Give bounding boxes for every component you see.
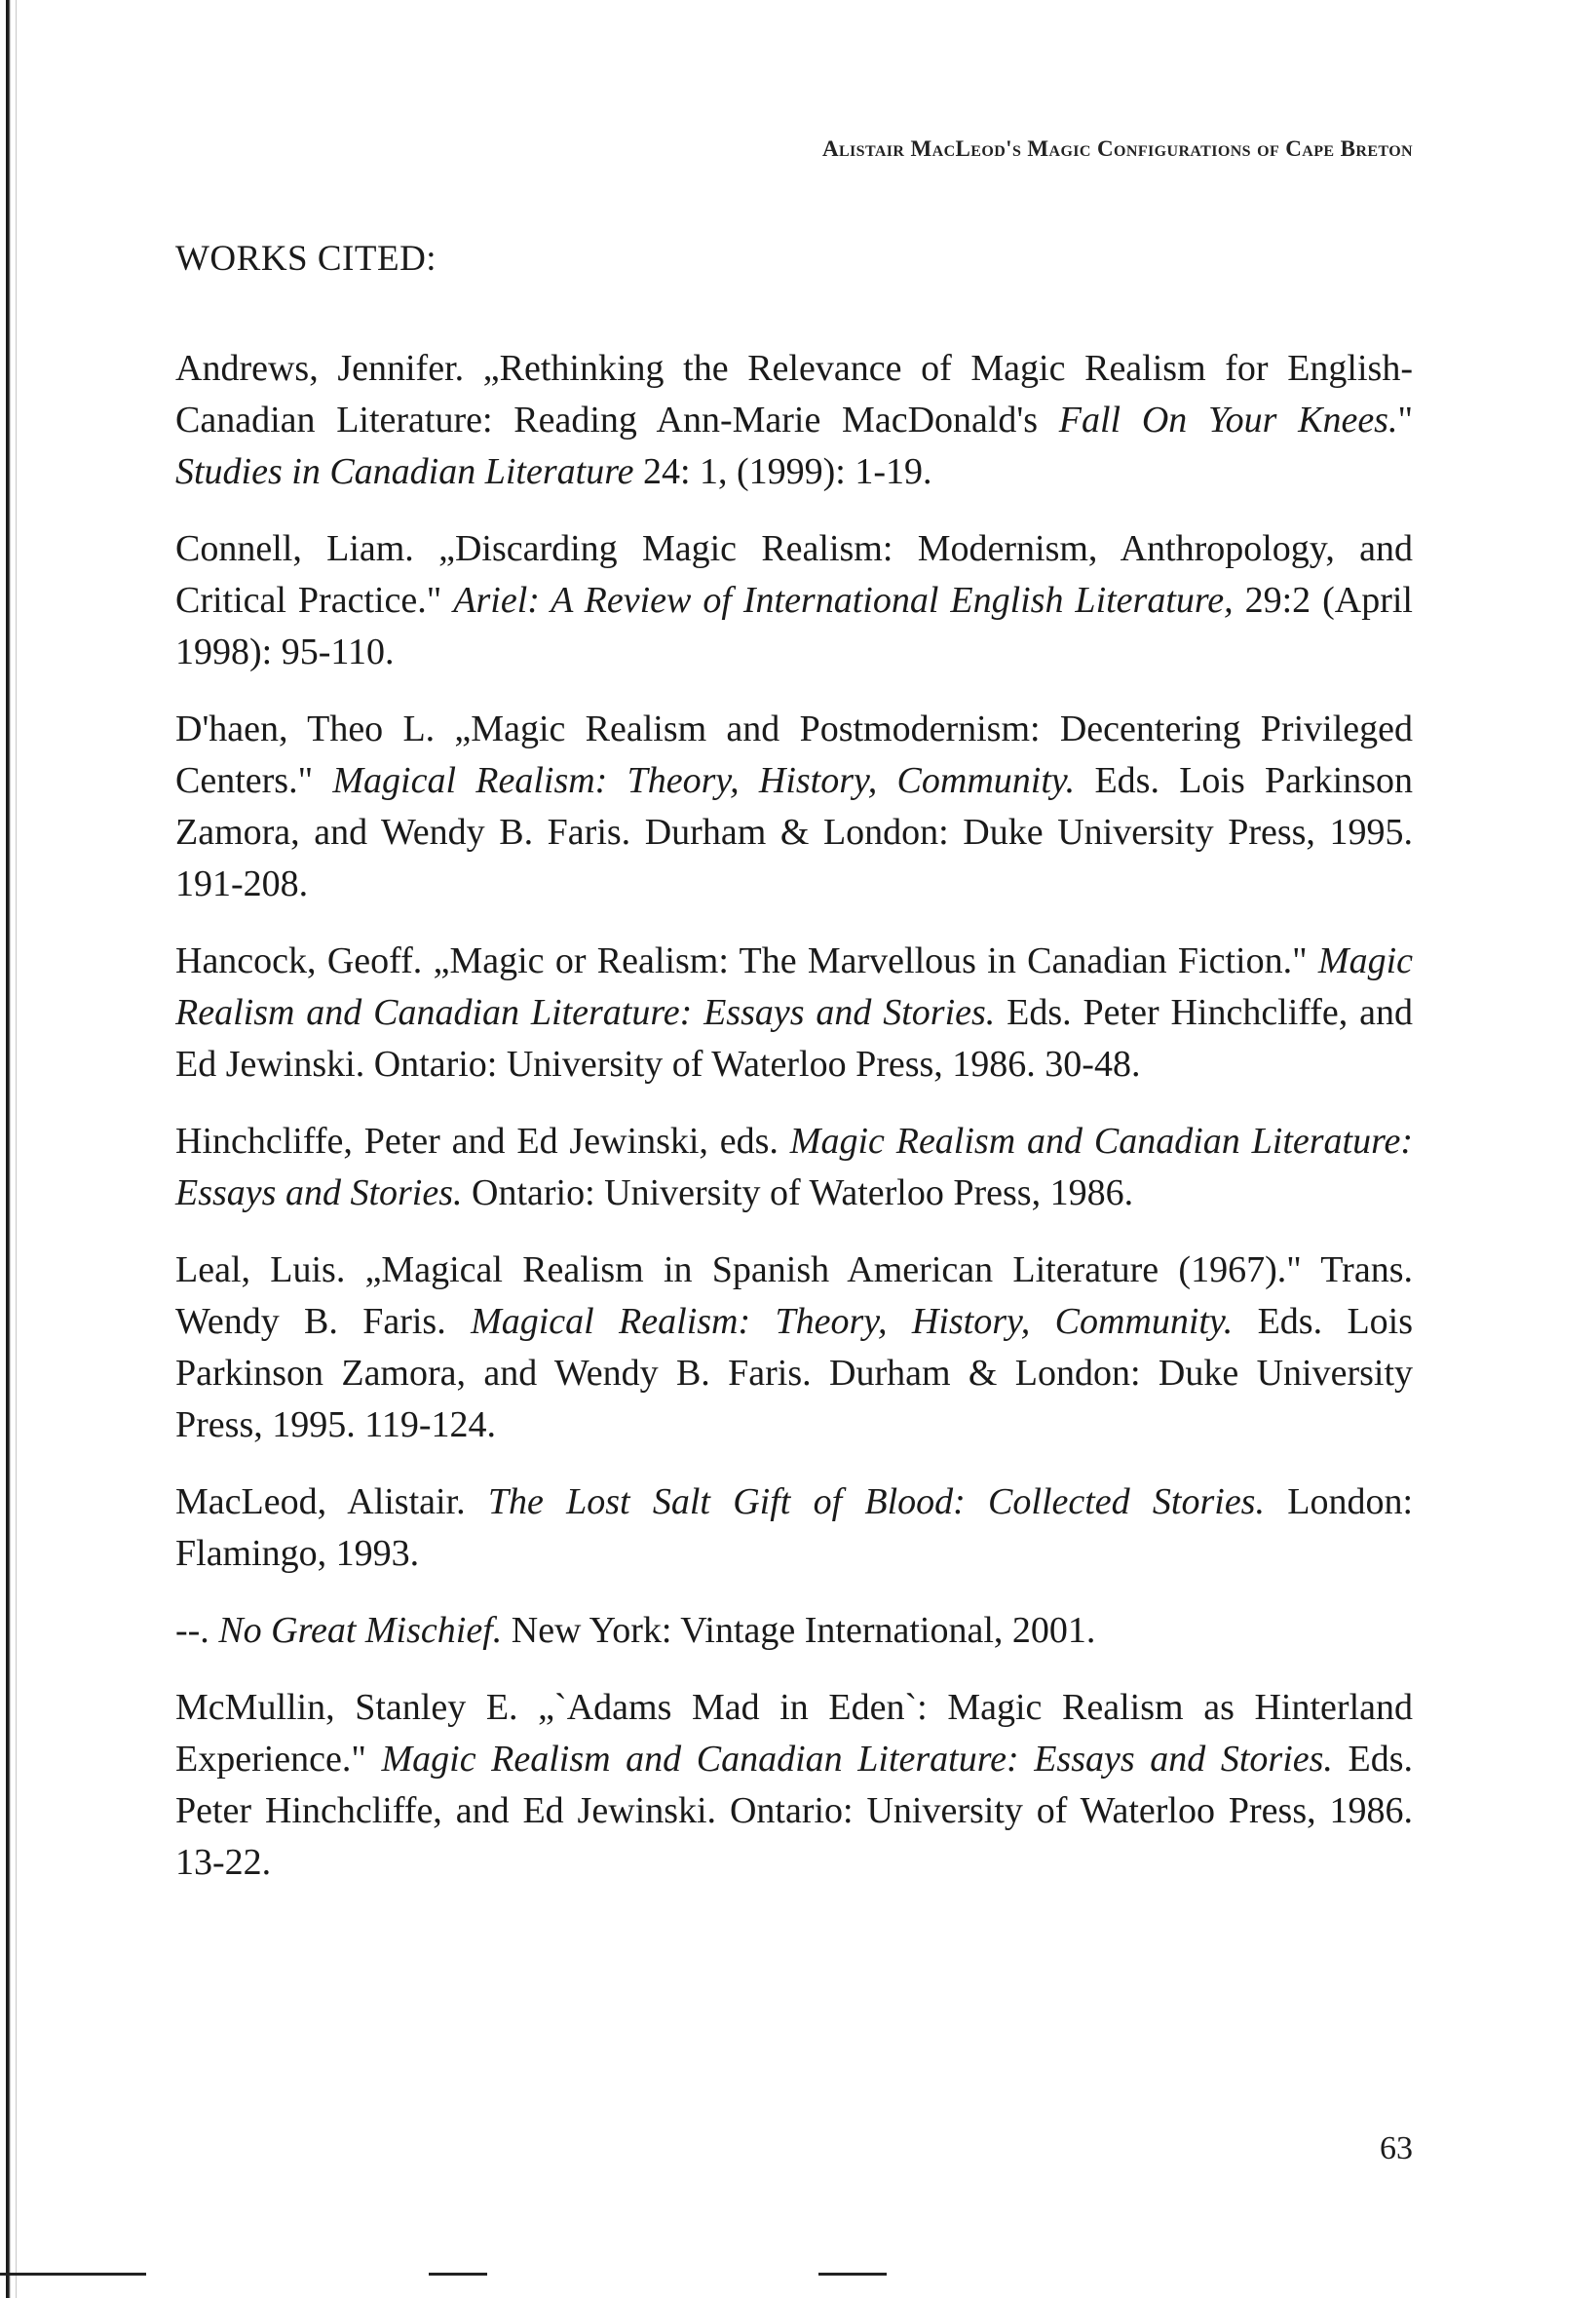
reference-title-italic: No Great Mischief. xyxy=(218,1610,503,1651)
reference-title-italic: Studies in Canadian Literature xyxy=(175,451,634,492)
reference-text: McMullin, Stanley E. „`Adams Mad in Eden`: Magic Realism as Hinterland Experience." xyxy=(175,1687,1413,1780)
reference-title-italic: Magical Realism: Theory, History, Community. xyxy=(332,760,1076,801)
reference-entry xyxy=(175,523,1413,678)
scan-bottom-edge xyxy=(0,2263,1596,2298)
reference-title-italic: The Lost Salt Gift of Blood: Collected Stories. xyxy=(487,1481,1265,1522)
reference-entry xyxy=(175,343,1413,498)
reference-text: 24: 1, (1999): 1-19. xyxy=(633,451,932,492)
reference-text: Eds. Lois Parkinson Zamora, and Wendy B. Faris. Durham & London: Duke University Press, 1995. 191-208. xyxy=(175,760,1414,904)
reference-text: --. xyxy=(175,1610,219,1651)
reference-text: " xyxy=(1397,400,1413,440)
reference-title-italic: Magic Realism and Canadian Literature: Essays and Stories. xyxy=(381,1739,1333,1780)
reference-text: D'haen, Theo L. „Magic Realism and Postmodernism: Decentering Privileged Centers." xyxy=(175,709,1413,801)
reference-text: Eds. Peter Hinchcliffe, and Ed Jewinski. Ontario: University of Waterloo Press, 1986. 13-22. xyxy=(175,1739,1414,1883)
references-list xyxy=(175,343,1413,1914)
reference-text: MacLeod, Alistair. xyxy=(175,1481,488,1522)
reference-entry xyxy=(175,1605,1413,1657)
reference-text: London: Flamingo, 1993. xyxy=(175,1481,1413,1574)
reference-text: Hinchcliffe, Peter and Ed Jewinski, eds. xyxy=(175,1121,790,1162)
scan-binding-shadow xyxy=(16,0,17,2298)
page-number: 63 xyxy=(1380,2130,1413,2166)
reference-entry xyxy=(175,1116,1413,1219)
reference-title-italic: Magic Realism and Canadian Literature: Essays and Stories. xyxy=(175,940,1413,1033)
running-head: Alistair MacLeod's Magic Configurations of Cape Breton xyxy=(821,136,1413,161)
reference-text: Ontario: University of Waterloo Press, 1986. xyxy=(462,1172,1134,1213)
reference-text: Eds. Peter Hinchcliffe, and Ed Jewinski. Ontario: University of Waterloo Press, 1986. 30-48. xyxy=(175,992,1414,1085)
reference-text: Andrews, Jennifer. „Rethinking the Relevance of Magic Realism for English-Canadian Literature: Reading Ann-Marie MacDonald's xyxy=(175,348,1413,440)
reference-entry xyxy=(175,1682,1413,1889)
reference-entry xyxy=(175,936,1413,1091)
reference-entry xyxy=(175,704,1413,910)
reference-entry xyxy=(175,1476,1413,1580)
section-title: WORKS CITED: xyxy=(175,239,437,279)
scan-binding-edge xyxy=(6,0,11,2298)
reference-entry xyxy=(175,1245,1413,1451)
reference-title-italic: Magic Realism and Canadian Literature: Essays and Stories. xyxy=(175,1121,1413,1213)
reference-text: Leal, Luis. „Magical Realism in Spanish American Literature (1967)." Trans. Wendy B. Faris. xyxy=(175,1249,1413,1342)
reference-title-italic: Magical Realism: Theory, History, Community. xyxy=(471,1301,1234,1342)
reference-text: New York: Vintage International, 2001. xyxy=(502,1610,1096,1651)
reference-text: Eds. Lois Parkinson Zamora, and Wendy B. Faris. Durham & London: Duke University Press, 1995. 119-124. xyxy=(175,1301,1413,1445)
reference-text: 29:2 (April 1998): 95-110. xyxy=(175,580,1413,672)
reference-title-italic: Ariel: A Review of International English Literature, xyxy=(453,580,1234,621)
reference-text: Hancock, Geoff. „Magic or Realism: The Marvellous in Canadian Fiction." xyxy=(175,940,1318,981)
reference-title-italic: Fall On Your Knees. xyxy=(1058,400,1398,440)
reference-text: Connell, Liam. „Discarding Magic Realism: Modernism, Anthropology, and Critical Practice." xyxy=(175,528,1413,621)
